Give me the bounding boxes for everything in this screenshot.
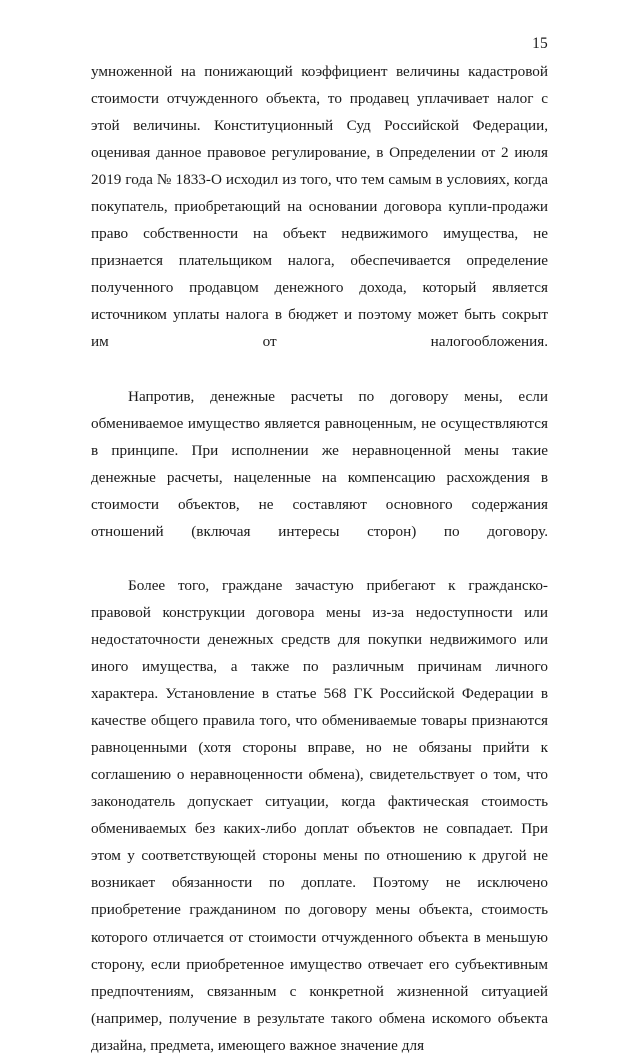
document-body [91,58,548,1059]
paragraph-1: умноженной на понижающий коэффициент величины кадастровой стоимости отчужденного объекта, то продавец уплачивает налог с этой величины. Конституционный Суд Российской Федерации, оценивая данное правовое регулирование, в Определении от 2 июля 2019 года № 1833-О исходил из того, что тем самым в условиях, когда покупатель, приобретающий на основании договора купли-продажи право собственности на объект недвижимого имущества, не признается плательщиком налога, обеспечивается определение полученного продавцом денежного дохода, который является источником уплаты налога в бюджет и поэтому может быть сокрыт им от налогообложения. [91,63,548,351]
paragraph-3: Более того, граждане зачастую прибегают к гражданско-правовой конструкции договора мены из-за недоступности или недостаточности денежных средств для покупки недвижимого или иного имущества, а также по различным причинам личного характера. Установление в статье 568 ГК Российской Федерации в качестве общего правила того, что обмениваемые товары признаются равноценными (хотя стороны вправе, но не обязаны прийти к соглашению о неравноценности обмена), свидетельствует о том, что законодатель допускает ситуации, когда фактическая стоимость обмениваемых без каких-либо доплат объектов не совпадает. При этом у соответствующей стороны мены по отношению к другой не возникает обязанности по доплате. Поэтому не исключено приобретение гражданином по договору мены объекта, стоимость которого отличается от стоимости отчужденного объекта в меньшую сторону, если приобретенное имущество отвечает его субъективным предпочтениям, связанным с конкретной жизненной ситуацией (например, получение в результате такого обмена искомого объекта дизайна, предмета, имеющего важное значение для [91,576,548,1054]
paragraph-2: Напротив, денежные расчеты по договору мены, если обмениваемое имущество является равноценным, не осуществляются в принципе. При исполнении же неравноценной мены такие денежные расчеты, нацеленные на компенсацию расхождения в стоимости объектов, не составляют основного содержания отношений (включая интересы сторон) по договору. [91,387,548,540]
page-number: 15 [532,35,548,52]
